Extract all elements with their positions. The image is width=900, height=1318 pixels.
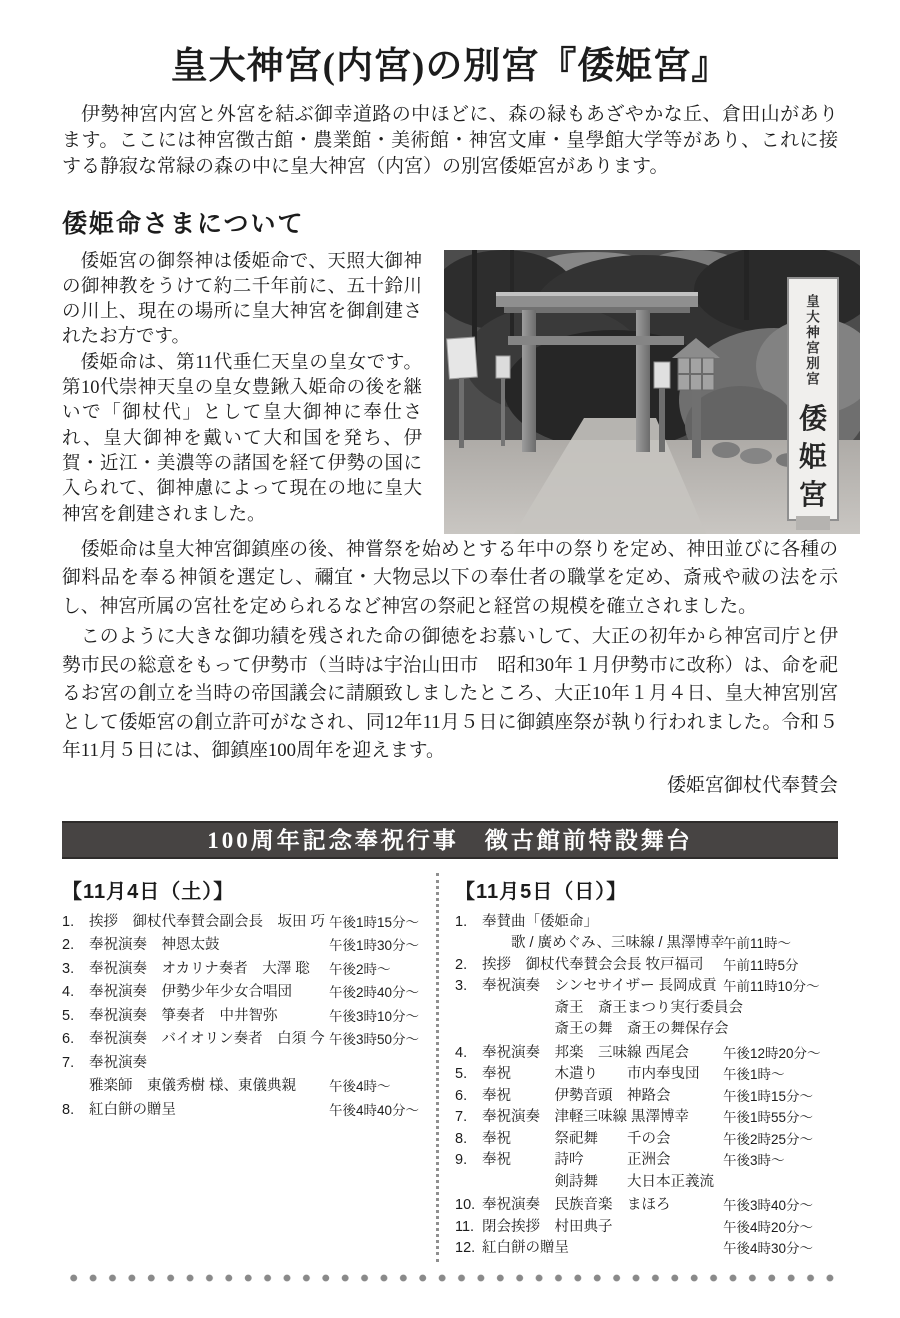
row-number: 1. (455, 913, 468, 930)
row-text: 斎王 斎王まつり実行委員会 (482, 999, 743, 1016)
row-number: 6. (455, 1087, 468, 1104)
row-time: 午後4時～ (329, 1079, 391, 1095)
row-time: 午前11時10分～ (723, 979, 820, 995)
row-number: 4. (455, 1044, 468, 1061)
schedule-row (455, 1066, 838, 1083)
schedule-row (455, 1152, 838, 1169)
row-number: 3. (455, 978, 468, 995)
row-number: 2. (62, 937, 75, 954)
row-number: 4. (62, 984, 75, 1001)
schedule-row (455, 1088, 838, 1105)
schedule-row (455, 935, 838, 952)
row-time: 午後3時50分～ (329, 1032, 420, 1048)
row-text: 奉祝演奏 (89, 1054, 147, 1071)
schedule-row (62, 1078, 436, 1095)
row-number: 3. (62, 960, 75, 977)
row-text: 紅白餅の贈呈 (482, 1240, 569, 1257)
row-text: 剣詩舞 大日本正義流 (482, 1173, 714, 1190)
schedule-row (455, 1174, 838, 1191)
schedule-row (62, 914, 436, 931)
row-number: 11. (455, 1218, 475, 1235)
row-number: 8. (455, 1130, 468, 1147)
body-paragraph-2: このように大きな御功績を残された命の御徳をお慕いして、大正の初年から神宮司庁と伊勢市民の総意をもって伊勢市（当時は宇治山田市 昭和30年１月伊勢市に改称）は、命を祀るお宮の創立を当時の帝国議会に請願致しましたところ、大正10年１月４日、皇大神宮別宮として倭姫宮の創立許可がなされ、同12年11月５日に御鎮座祭が執り行われました。令和５年11月５日には、御鎮座100周年を迎えます。 (62, 626, 838, 762)
schedule-row (62, 1031, 436, 1048)
row-time: 午後1時15分～ (329, 914, 420, 930)
schedule-row (62, 1055, 436, 1072)
section-paragraph-1: 倭姫宮の御祭神は倭姫命で、天照大御神の御神教をうけて約二千年前に、五十鈴川の川上、現在の場所に皇大神宮を御創建されたお方です。 (62, 251, 422, 348)
row-text: 奉祝演奏 バイオリン奏者 白須 今 (89, 1031, 325, 1048)
row-time: 午後2時25分～ (723, 1131, 814, 1147)
row-text: 挨拶 御杖代奉賛会会長 牧戸福司 (482, 956, 704, 973)
row-text: 奉祝 木遣り 市内奉曳団 (482, 1066, 700, 1083)
row-time: 午後4時20分～ (723, 1219, 814, 1235)
schedule-row (62, 961, 436, 978)
day1-rows (62, 914, 436, 1119)
row-text: 奉祝演奏 邦楽 三味線 西尾会 (482, 1044, 690, 1061)
row-number: 5. (62, 1007, 75, 1024)
row-time: 午後1時30分～ (329, 938, 420, 954)
row-text: 奉祝 祭祀舞 千の会 (482, 1130, 671, 1147)
event-banner (62, 821, 838, 859)
row-text: 奉祝演奏 伊勢少年少女合唱団 (89, 984, 292, 1001)
row-time: 午前11時～ (723, 936, 792, 952)
schedule-row (455, 1000, 838, 1017)
schedule-day1-column (62, 873, 436, 1262)
banner-title: 100周年記念奉祝行事 徴古館前特設舞台 (207, 827, 693, 853)
row-time: 午後2時40分～ (329, 985, 420, 1001)
row-number: 10. (455, 1197, 476, 1214)
shrine-name-sign (788, 278, 838, 530)
row-text: 奉祝演奏 神恩太鼓 (89, 937, 220, 954)
row-text: 斎王の舞 斎王の舞保存会 (482, 1021, 729, 1038)
row-number: 9. (455, 1152, 468, 1169)
row-number: 5. (455, 1066, 468, 1083)
schedule-row (62, 937, 436, 954)
row-time: 午後4時40分～ (329, 1102, 420, 1118)
schedule-row (455, 1109, 838, 1126)
row-time: 午後3時10分～ (329, 1008, 420, 1024)
day1-header: 【11月4日（土）】 (62, 880, 235, 903)
row-time: 午後12時20分～ (723, 1045, 821, 1061)
schedule-row (455, 1045, 838, 1062)
row-text: 奉祝演奏 民族音楽 まほろ (482, 1197, 671, 1214)
schedule-row (455, 1197, 838, 1214)
row-text: 奉祝演奏 津軽三味線 黒澤博幸 (482, 1109, 690, 1126)
schedule-row (455, 1240, 838, 1257)
schedule-row (62, 1102, 436, 1119)
two-column-block (62, 250, 838, 534)
schedule-row (62, 984, 436, 1001)
row-text: 奉祝演奏 シンセサイザー 長岡成貢 (482, 978, 717, 995)
body-paragraph-1: 倭姫命は皇大神宮御鎮座の後、神嘗祭を始めとする年中の祭りを定め、神田並びに各種の御料品を奉る神領を選定し、禰宜・大物忌以下の奉仕者の職掌を定め、斎戒や祓の法を示し、神宮所属の宮社を定められるなど神宮の祭祀と経営の規模を確立されました。 (62, 538, 838, 617)
row-text: 挨拶 御杖代奉賛会副会長 坂田 巧 (89, 913, 326, 930)
row-time: 午後4時30分～ (723, 1241, 814, 1257)
row-text: 奉祝 伊勢音頭 神路会 (482, 1087, 671, 1104)
intro-paragraph: 伊勢神宮内宮と外宮を結ぶ御幸道路の中ほどに、森の緑もあざやかな丘、倉田山があります。ここには神宮徴古館・農業館・美術館・神宮文庫・皇學館大学等があり、これに接する静寂な常緑の森の中に皇大神宮（内宮）の別宮倭姫宮があります。 (62, 103, 838, 177)
page-title: 皇大神宮(内宮)の別宮『倭姫宮』 (170, 46, 730, 87)
row-text: 奉賛曲「倭姫命」 (482, 913, 598, 930)
row-time: 午後2時～ (329, 961, 391, 977)
row-text: 閉会挨拶 村田典子 (482, 1218, 613, 1235)
day2-rows (455, 914, 838, 1257)
row-time: 午後3時40分～ (723, 1198, 814, 1214)
row-text: 奉祝 詩吟 正洲会 (482, 1152, 671, 1169)
schedule-row (455, 1021, 838, 1038)
row-time: 午後1時～ (723, 1067, 785, 1083)
row-time: 午前11時5分 (723, 957, 799, 973)
row-text: 奉祝演奏 オカリナ奏者 大澤 聡 (89, 960, 310, 977)
event-schedule (62, 873, 838, 1262)
svg-text:倭姫宮: 倭姫宮 (798, 403, 828, 511)
signature: 倭姫宮御杖代奉賛会 (666, 774, 838, 796)
row-text: 紅白餅の贈呈 (89, 1101, 176, 1118)
shrine-photo-illustration (444, 250, 860, 534)
row-number: 7. (455, 1109, 468, 1126)
row-number: 1. (62, 913, 75, 930)
schedule-day2-column (439, 873, 838, 1262)
schedule-row (455, 978, 838, 995)
schedule-row (455, 1131, 838, 1148)
row-number: 7. (62, 1054, 75, 1071)
section-heading: 倭姫命さまについて (62, 210, 305, 238)
day2-header: 【11月5日（日）】 (455, 880, 628, 903)
row-number: 6. (62, 1031, 75, 1048)
row-number: 2. (455, 956, 468, 973)
row-time: 午後1時15分～ (723, 1088, 814, 1104)
row-text: 奉祝演奏 箏奏者 中井智弥 (89, 1007, 278, 1024)
row-text: 歌 / 廣めぐみ、三味線 / 黒澤博幸 (482, 935, 725, 952)
row-time: 午後3時～ (723, 1153, 785, 1169)
schedule-row (455, 914, 838, 931)
svg-text:皇大神宮別宮: 皇大神宮別宮 (806, 293, 820, 387)
schedule-row (455, 1219, 838, 1236)
flyer-page (0, 46, 900, 1318)
left-text-column (62, 250, 430, 534)
section-paragraph-2: 倭姫命は、第11代垂仁天皇の皇女です。第10代崇神天皇の皇女豊鍬入姫命の後を継いで「御杖代」として皇大御神に奉仕され、皇大御神を戴いて大和国を発ち、伊賀・近江・美濃等の諸国を経て伊勢の国に入られて、御神慮によって現在の地に皇大神宮を創建されました。 (62, 352, 422, 525)
row-number: 8. (62, 1101, 75, 1118)
row-text: 雅楽師 東儀秀樹 様、東儀典親 (89, 1078, 297, 1095)
schedule-row (62, 1008, 436, 1025)
row-time: 午後1時55分～ (723, 1110, 814, 1126)
dotted-footer-line (62, 1274, 838, 1282)
schedule-row (455, 957, 838, 974)
row-number: 12. (455, 1240, 476, 1257)
shrine-photo (444, 250, 860, 534)
